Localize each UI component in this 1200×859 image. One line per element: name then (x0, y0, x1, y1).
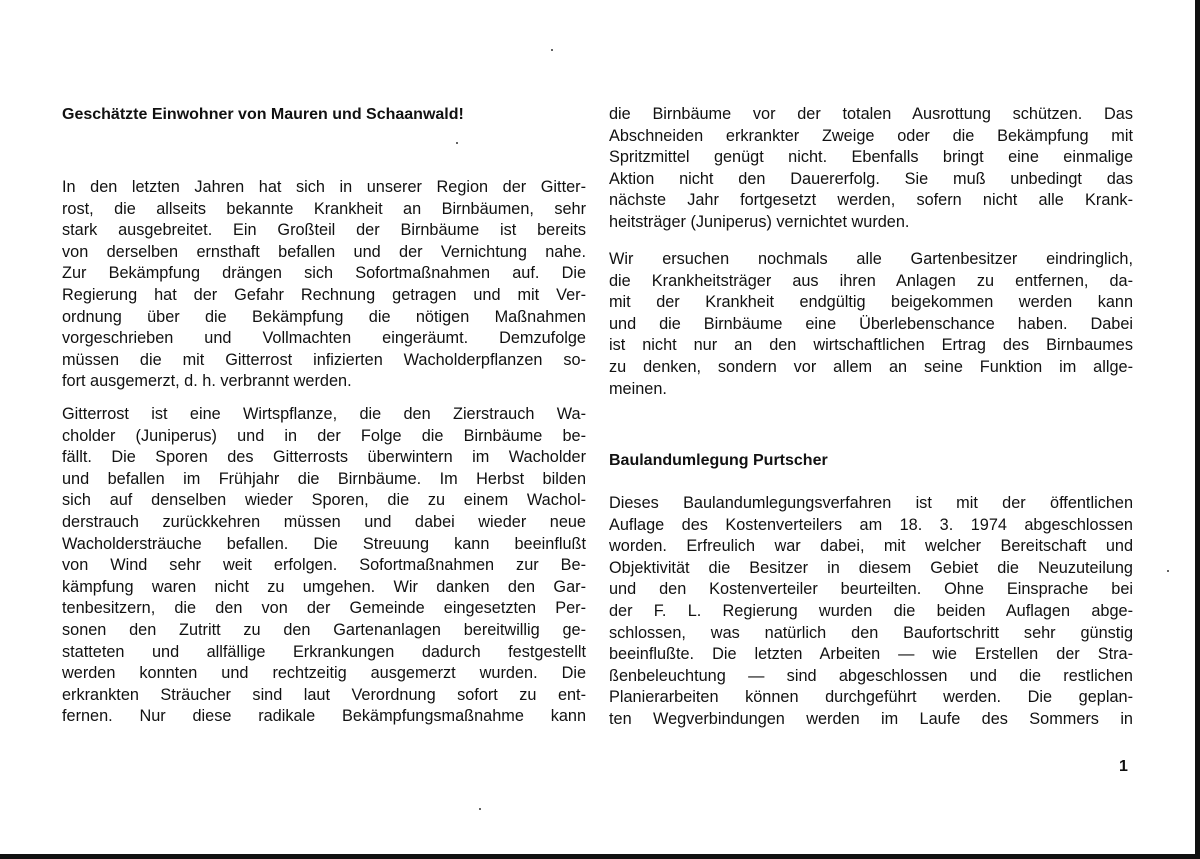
text-line: sonen den Zutritt zu den Gartenanlagen bereitwillig ge- (62, 620, 586, 639)
text-line: Wacholdersträuche befallen. Die Streuung kann beeinflußt (62, 534, 586, 553)
text-line: von derselben ernsthaft befallen und der Vernichtung nahe. (62, 242, 586, 261)
text-line: Gitterrost ist eine Wirtspflanze, die den Zierstrauch Wa- (62, 405, 586, 423)
text-line: Objektivität die Besitzer in diesem Gebiet die Neuzuteilung (609, 558, 1133, 577)
text-line: Spritzmittel genügt nicht. Ebenfalls bringt eine einmalige (609, 148, 1133, 167)
text-line: heitsträger (Juniperus) vernichtet wurden. (609, 212, 910, 231)
text-line: sich auf denselben wieder Sporen, die zu einem Wachol- (62, 491, 586, 510)
text-line: Wir ersuchen nochmals alle Gartenbesitzer eindringlich, (609, 250, 1133, 268)
text-line: zu denken, sondern vor allem an seine Funktion im allge- (609, 357, 1133, 376)
text-line: die Birnbäume vor der totalen Ausrottung schützen. Das (609, 105, 1133, 123)
text-line: rost, die allseits bekannte Krankheit an Birnbäumen, sehr (62, 199, 586, 218)
text-line: fällt. Die Sporen des Gitterrosts überwintern im Wacholder (62, 448, 586, 467)
letter-heading: Geschätzte Einwohner von Mauren und Schaanwald! (62, 106, 464, 123)
scan-speck (1167, 570, 1169, 572)
text-line: und den Kostenverteiler beurteilten. Ohne Einsprache bei (609, 580, 1133, 599)
section-heading-baulandumlegung: Baulandumlegung Purtscher (609, 452, 828, 469)
text-line: ist nicht nur an den wirtschaftlichen Ertrag des Birnbaumes (609, 336, 1133, 355)
paragraph-appeal (609, 249, 1133, 400)
text-line: ßenbeleuchtung — sind abgeschlossen und die restlichen (609, 666, 1133, 685)
text-line: werden konnten und rechtzeitig ausgemerzt wurden. Die (62, 664, 586, 683)
scan-speck (479, 808, 481, 810)
text-line: Aktion nicht den Dauererfolg. Sie muß unbedingt das (609, 169, 1133, 188)
text-line: Planierarbeiten können durchgeführt werden. Die geplan- (609, 688, 1133, 707)
text-line: vorgeschrieben und Vollmachten eingeräumt. Demzufolge (62, 329, 586, 348)
text-line: müssen die mit Gitterrost infizierten Wacholderpflanzen so- (62, 350, 586, 369)
text-line: worden. Erfreulich war dabei, mit welcher Bereitschaft und (609, 537, 1133, 556)
text-line: ordnung über die Bekämpfung die nötigen Maßnahmen (62, 307, 586, 326)
scan-speck (551, 49, 553, 51)
text-line: meinen. (609, 379, 667, 398)
paragraph-baulandumlegung (609, 493, 1133, 731)
paragraph-gitterrost (62, 404, 586, 728)
text-line: derstrauch zurückkehren müssen und dabei wieder neue (62, 512, 586, 531)
text-line: tenbesitzern, die den von der Gemeinde eingesetzten Per- (62, 599, 586, 618)
text-line: beeinflußte. Die letzten Arbeiten — wie Erstellen der Stra- (609, 645, 1133, 664)
paragraph-intro (62, 177, 586, 393)
text-line: Dieses Baulandumlegungsverfahren ist mit der öffentlichen (609, 494, 1133, 512)
text-line: kämpfung waren nicht zu umgehen. Wir danken den Gar- (62, 577, 586, 596)
text-line: mit der Krankheit endgültig beigekommen werden kann (609, 293, 1133, 312)
page-number: 1 (1119, 758, 1128, 775)
text-line: Zur Bekämpfung drängen sich Sofortmaßnahmen auf. Die (62, 264, 586, 283)
paragraph-continuation (609, 104, 1133, 234)
text-line: und die Birnbäume eine Überlebenschance haben. Dabei (609, 314, 1133, 333)
text-line: und befallen im Frühjahr die Birnbäume. Im Herbst bilden (62, 469, 586, 488)
text-line: nächste Jahr fortgesetzt werden, sofern nicht alle Krank- (609, 191, 1133, 210)
text-line: von Wind sehr weit erfolgen. Sofortmaßnahmen zur Be- (62, 556, 586, 575)
text-line: cholder (Juniperus) und in der Folge die Birnbäume be- (62, 426, 586, 445)
text-line: die Krankheitsträger aus ihren Anlagen zu entfernen, da- (609, 271, 1133, 290)
text-line: Regierung hat der Gefahr Rechnung getragen und mit Ver- (62, 285, 586, 304)
text-line: schlossen, was natürlich den Baufortschritt sehr günstig (609, 623, 1133, 642)
text-line: fernen. Nur diese radikale Bekämpfungsmaßnahme kann (62, 707, 586, 726)
text-line: Auflage des Kostenverteilers am 18. 3. 1974 abgeschlossen (609, 515, 1133, 534)
text-line: ten Wegverbindungen werden im Laufe des Sommers in (609, 709, 1133, 728)
text-line: stark ausgebreitet. Ein Großteil der Birnbäume ist bereits (62, 221, 586, 240)
text-line: Abschneiden erkrankter Zweige oder die Bekämpfung mit (609, 126, 1133, 145)
scan-speck (456, 142, 458, 144)
text-line: fort ausgemerzt, d. h. verbrannt werden. (62, 372, 352, 391)
text-line: In den letzten Jahren hat sich in unserer Region der Gitter- (62, 178, 586, 196)
text-line: der F. L. Regierung wurden die beiden Auflagen abge- (609, 601, 1133, 620)
text-line: erkrankten Sträucher sind laut Verordnung sofort zu ent- (62, 685, 586, 704)
text-line: statteten und allfällige Erkrankungen dadurch festgestellt (62, 642, 586, 661)
